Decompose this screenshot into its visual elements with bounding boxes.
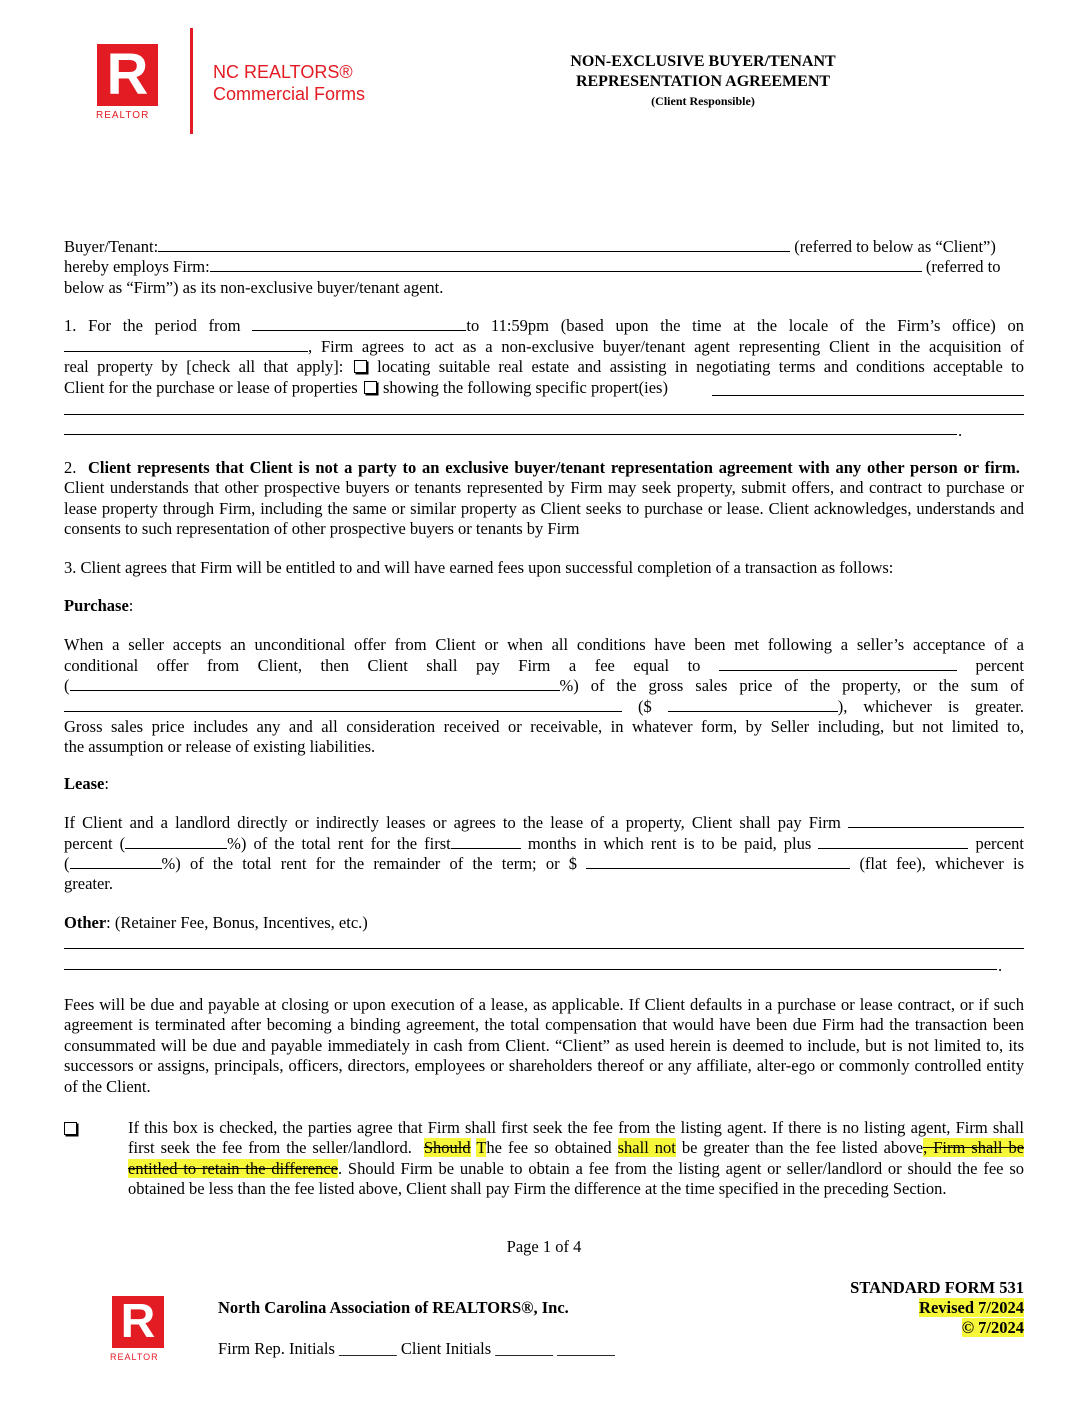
purchase-p2b: percent [975,656,1025,675]
firm-label: hereby employs Firm: [64,257,210,276]
association-text: North Carolina Association of REALTORS®, Inc. [218,1298,569,1317]
revised-date [919,1298,1024,1318]
purchase-line2 [64,656,1024,676]
logo-caption: REALTOR [96,110,150,121]
sec1-text-a: 1. For the period from [64,316,241,335]
brand-line1: NC REALTORS® [213,62,353,82]
sec2-paragraph [64,458,1024,540]
lease-line2 [64,834,1024,854]
footer-logo-letter: R [120,1295,156,1348]
lease-heading-text: Lease [64,774,105,793]
purchase-line4 [64,697,1024,717]
association-name [218,1298,569,1318]
sec1-text-e: locating suitable real estate and assisting in negotiating terms and conditions acceptable to [377,357,1024,376]
lease-remainder-percent-blank[interactable] [818,834,968,849]
lease-line3 [64,854,1024,874]
purchase-heading: Purchase: [64,596,134,615]
lease-percent-blank[interactable] [848,813,1024,828]
purchase-line6: the assumption or release of existing liabilities. [64,737,376,756]
purchase-sum-words-blank[interactable] [64,697,622,712]
clause-hl-shall-not: shall not [617,1138,676,1158]
clause-t1: If this box is checked, the parties agree that Firm shall first seek the fee from the listing agent. If there is no listing agent, Firm shall first seek the fee from the seller/landlord. [128,1118,1024,1158]
lease-l2c: months in which rent is to be paid, plus [527,834,812,853]
sec2-text: Client understands that other prospective buyers or tenants represented by Firm may seek property, submit offers, and contract to purchase or lease property through Firm, including the same or similar property as Client seeks to purchase or lease. Client acknowledges, understands and consents to such representation of other prospective buyers or tenants by Firm [64,478,1024,539]
footer-realtor-logo [112,1296,164,1348]
other-blank-2[interactable] [64,969,997,970]
lease-months-blank[interactable] [451,834,521,849]
clause-t4: he fee so obtained [486,1138,612,1158]
firm-blank[interactable] [210,257,922,272]
logo-letter: R [106,42,149,107]
lease-heading: Lease: [64,774,109,793]
revised-text: Revised 7/2024 [919,1298,1024,1317]
showing-checkbox[interactable] [364,381,377,394]
other-period: . [998,956,1003,975]
page-number: Page 1 of 4 [506,1237,582,1256]
sec2-number: 2. [64,458,77,477]
sec1-text-d: real property by [check all that apply]: [64,357,344,376]
other-heading-text: Other [64,913,107,932]
brand-line2: Commercial Forms [213,84,366,104]
sec1-text-b: to 11:59pm (based upon the time at the locale of the Firm’s office) on [466,316,1025,335]
period-end-blank[interactable] [64,337,308,352]
sec1-text-g: showing the following specific propert(ies) [382,378,668,397]
form-title-line2: REPRESENTATION AGREEMENT [575,73,831,90]
copyright-date [962,1318,1024,1338]
form-title-line1: NON-EXCLUSIVE BUYER/TENANT [570,53,836,70]
intro-tail: below as “Firm”) as its non-exclusive buyer/tenant agent. [64,278,444,297]
lease-percent-words-blank[interactable] [125,834,227,849]
purchase-percent-blank[interactable] [719,656,957,671]
intro-firm-line [64,257,1024,277]
purchase-line3 [64,676,1024,696]
sec2-bold-statement: Client represents that Client is not a party to an exclusive buyer/tenant representation agreement with any other person or firm. [88,458,1020,477]
copyright-text: © 7/2024 [961,1318,1024,1337]
sec3-text: 3. Client agrees that Firm will be entitled to and will have earned fees upon successful completion of a transaction as follows: [64,558,894,577]
purchase-p3a: ( [64,676,70,695]
lease-l3c: (flat fee), whichever is [859,854,1025,873]
sec1-line1 [64,316,1024,336]
sec1-text-c: , Firm agrees to act as a non-exclusive buyer/tenant agent representing Client in the acquisition of [308,337,1024,356]
brand-divider [190,28,193,134]
purchase-percent-words-blank[interactable] [70,676,560,691]
properties-blank-3[interactable] [64,434,957,435]
form-subtitle: (Client Responsible) [651,94,755,108]
sec1-line2 [64,337,1024,357]
buyer-label: Buyer/Tenant: [64,237,159,256]
purchase-p4b: ), whichever is greater. [837,697,1025,716]
purchase-p3b: %) of the gross sales price of the property, or the sum of [559,676,1024,695]
standard-form-text: STANDARD FORM 531 [850,1278,1024,1297]
clause-struck-should: Should [423,1138,471,1158]
buyer-blank[interactable] [158,237,790,252]
lease-flat-fee-blank[interactable] [586,854,850,869]
lease-l3b: %) of the total rent for the remainder of the term; or $ [161,854,578,873]
other-blank-1[interactable] [64,948,1024,949]
realtor-logo [97,44,158,106]
firm-suffix: (referred to [925,257,1001,276]
standard-form [850,1278,1024,1298]
sec1-text-f: Client for the purchase or lease of properties [64,378,358,397]
purchase-sum-blank[interactable] [668,697,838,712]
lease-l2b: %) of the total rent for the first [227,834,451,853]
lease-l2a: percent ( [64,834,126,853]
buyer-suffix: (referred to below as “Client”) [794,237,996,256]
listing-agent-checkbox[interactable] [64,1121,77,1139]
lease-l1: If Client and a landlord directly or indirectly leases or agrees to the lease of a property, Client shall pay Firm [64,813,841,832]
period-start-blank[interactable] [252,316,466,331]
purchase-p2a: conditional offer from Client, then Client shall pay Firm a fee equal to [64,656,701,675]
listing-agent-clause [128,1118,1024,1200]
lease-remainder-words-blank[interactable] [70,854,162,869]
lease-l2d: percent [975,834,1024,853]
locating-checkbox[interactable] [354,360,367,373]
lease-l3a: ( [64,854,70,873]
lease-line1 [64,813,1024,833]
clause-struck-retain: , Firm shall be entitled to retain the difference [128,1138,1025,1178]
fees-paragraph: Fees will be due and payable at closing or upon execution of a lease, as applicable. If Client defaults in a purchase or lease contract, or if such agreement is terminated after becoming a binding agreement, the total compensation that would have been due Firm had the transaction been consummated will be due and payable immediately in cash from Client. “Client” as used herein is deemed to include, but is not limited to, its successors or assigns, principals, officers, directors, employees or shareholders thereof or any affiliate, alter-ego or commonly controlled entity of the Client. [64,995,1024,1096]
initials-line: Firm Rep. Initials _______ Client Initials _______ _______ [218,1339,615,1358]
other-text: : (Retainer Fee, Bonus, Incentives, etc.) [106,913,368,932]
lease-line4: greater. [64,874,114,893]
purchase-heading-text: Purchase [64,596,129,615]
clause-t6: be greater than the fee listed above [681,1138,924,1158]
intro-buyer-line [64,237,1024,257]
other-heading [64,913,368,933]
sec1-line3 [64,357,1024,377]
footer-logo-caption: REALTOR [110,1352,159,1362]
properties-period: . [958,421,963,440]
properties-blank-1[interactable] [712,395,1024,396]
purchase-line5: Gross sales price includes any and all consideration received or receivable, in whatever form, by Seller including, but not limited to, [64,717,1024,736]
clause-t8: . Should Firm be unable to obtain a fee from the listing agent or seller/landlord or should the fee so obtained be less than the fee listed above, Client shall pay Firm the difference at the time specified in the preceding Section. [128,1158,1024,1199]
clause-hl-t: T [476,1138,487,1158]
properties-blank-2[interactable] [64,414,1024,415]
purchase-p4a: ($ [637,697,652,716]
purchase-line1: When a seller accepts an unconditional offer from Client or when all conditions have been met following a seller’s acceptance of a [64,635,1024,654]
